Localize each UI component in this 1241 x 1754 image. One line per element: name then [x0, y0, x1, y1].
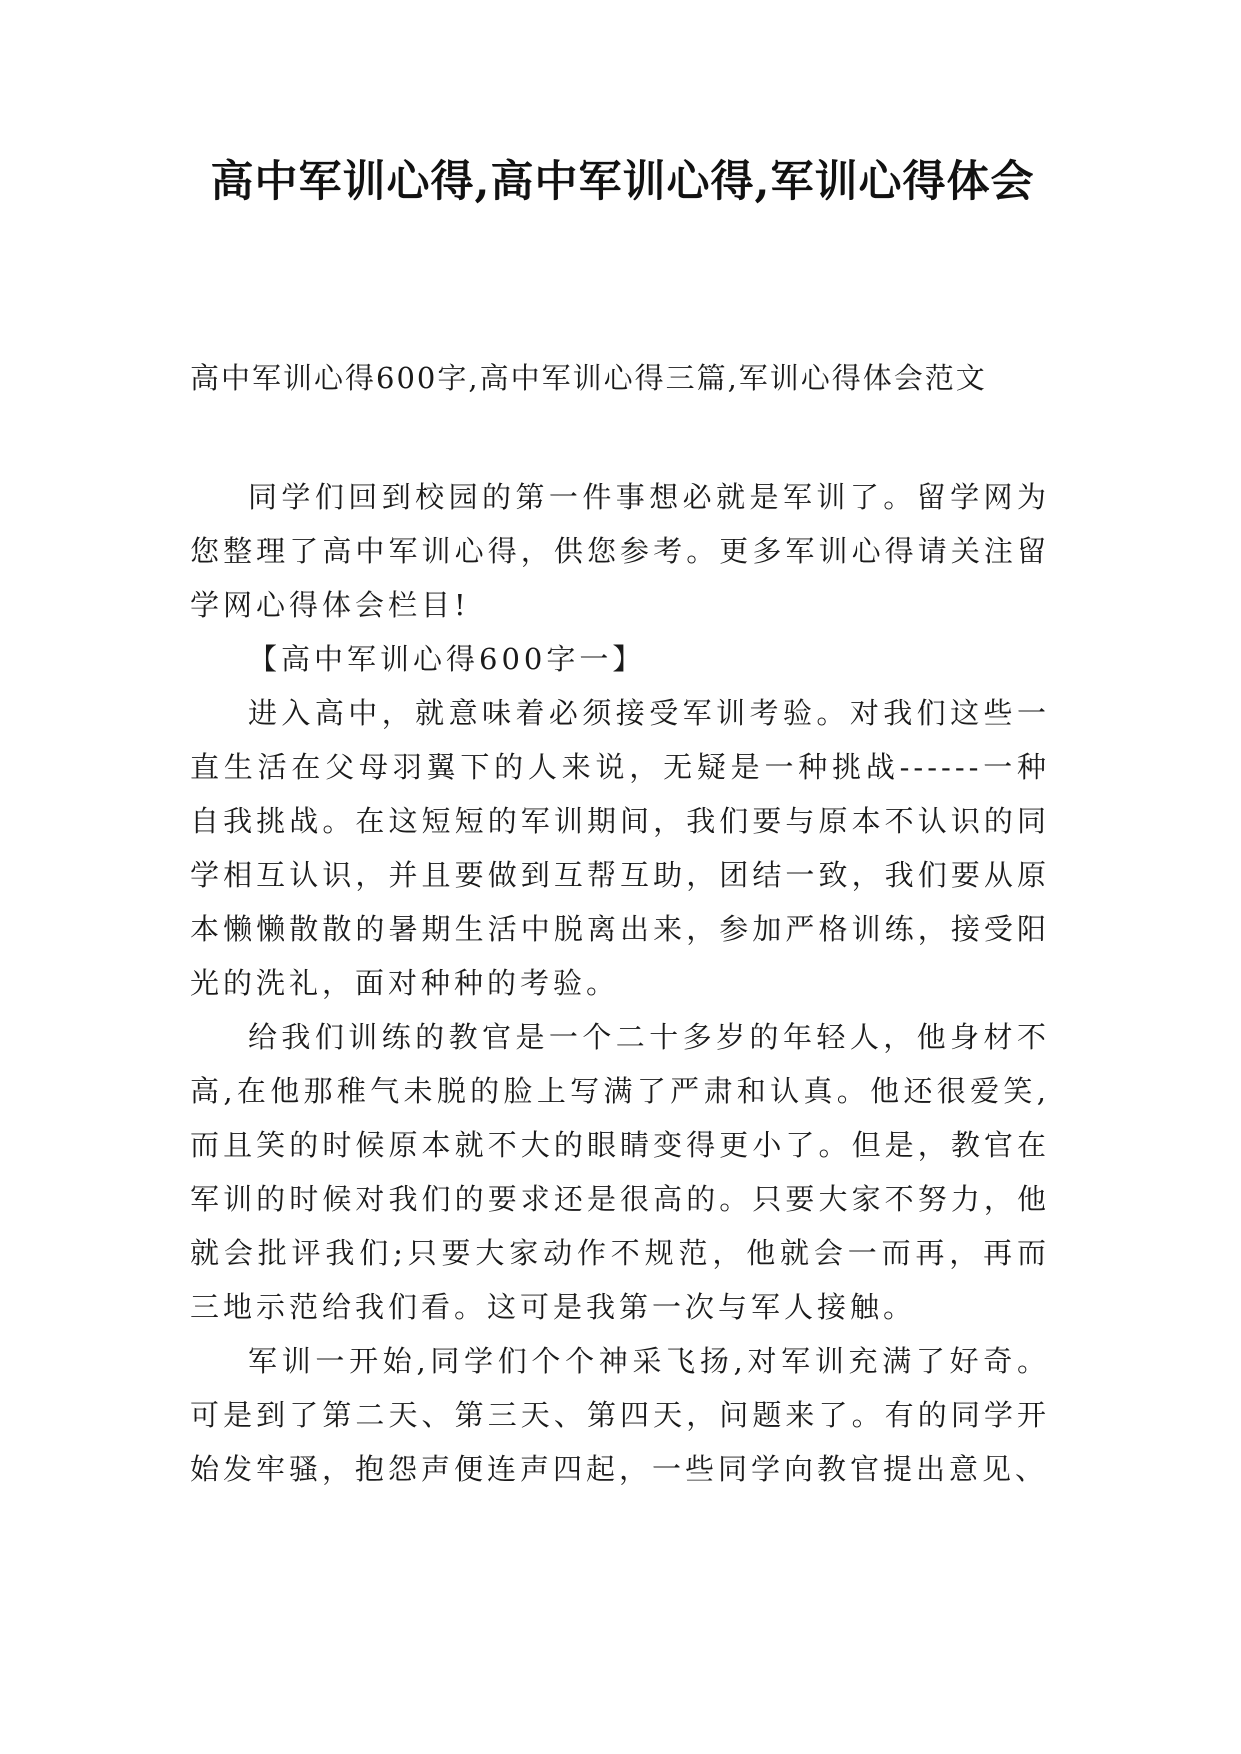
paragraph: 给我们训练的教官是一个二十多岁的年轻人，他身材不高,在他那稚气未脱的脸上写满了严肃和认真。他还很爱笑,而且笑的时候原本就不大的眼睛变得更小了。但是，教官在军训的时候对我们的要求还是很高的。只要大家不努力，他就会批评我们;只要大家动作不规范，他就会一而再，再而三地示范给我们看。这可是我第一次与军人接触。	[190, 1020, 1050, 1324]
document-subtitle: 高中军训心得600字,高中军训心得三篇,军训心得体会范文	[190, 361, 987, 395]
paragraph-intro: 同学们回到校园的第一件事想必就是军训了。留学网为您整理了高中军训心得，供您参考。更多军训心得请关注留学网心得体会栏目!	[190, 480, 1050, 622]
section-heading: 【高中军训心得600字一】	[248, 642, 646, 676]
paragraph: 进入高中，就意味着必须接受军训考验。对我们这些一直生活在父母羽翼下的人来说，无疑是一种挑战------一种自我挑战。在这短短的军训期间，我们要与原本不认识的同学相互认识，并且要做到互帮互助，团结一致，我们要从原本懒懒散散的暑期生活中脱离出来，参加严格训练，接受阳光的洗礼，面对种种的考验。	[190, 696, 1050, 1000]
document-body	[190, 470, 1050, 1496]
document-title: 高中军训心得,高中军训心得,军训心得体会	[210, 157, 1035, 207]
paragraph: 军训一开始,同学们个个神采飞扬,对军训充满了好奇。可是到了第二天、第三天、第四天，问题来了。有的同学开始发牢骚，抱怨声便连声四起，一些同学向教官提出意见、	[190, 1344, 1050, 1486]
